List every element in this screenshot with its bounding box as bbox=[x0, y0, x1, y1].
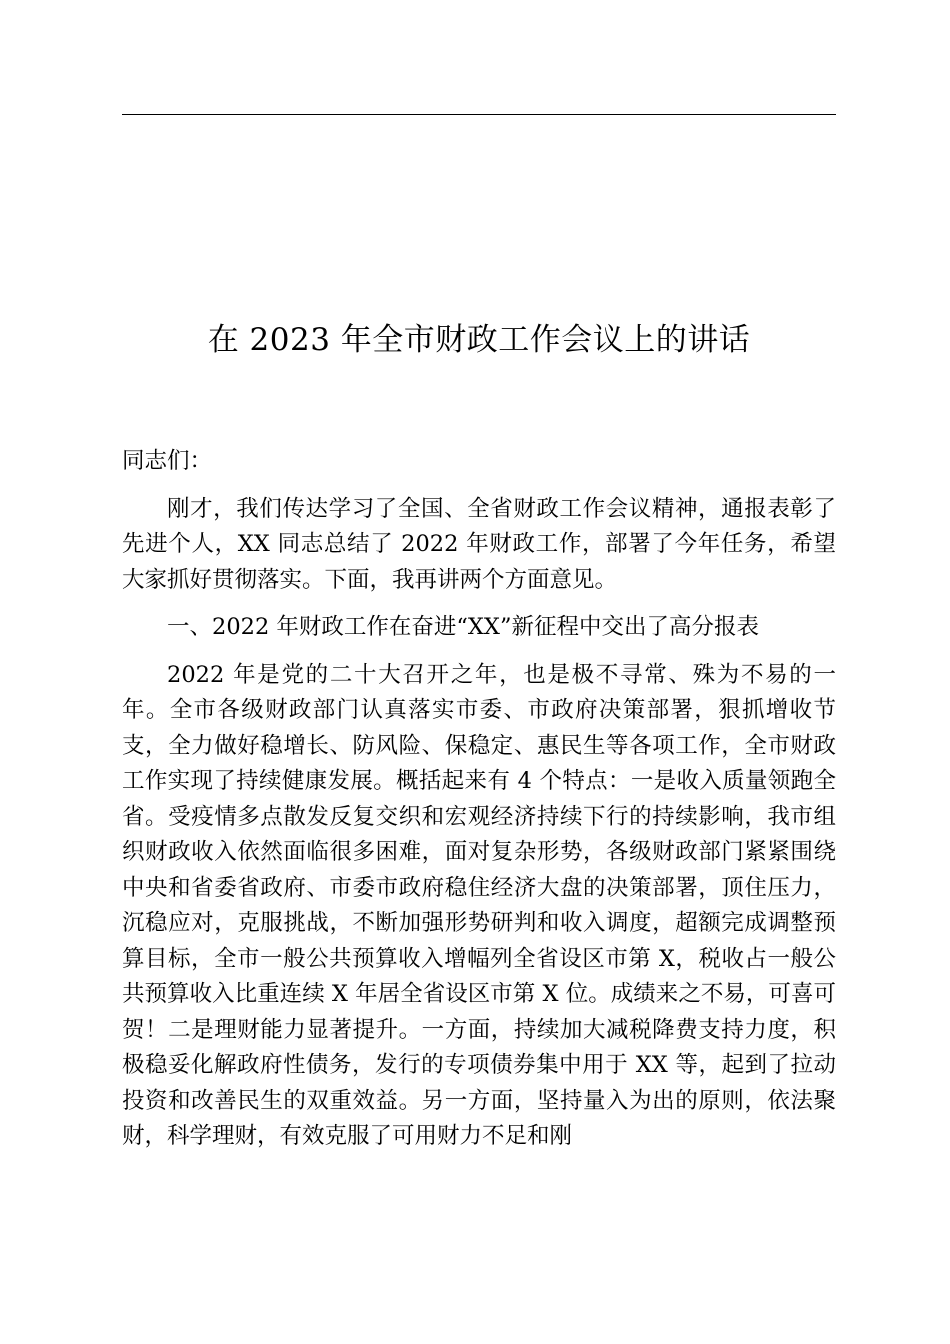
header-rule bbox=[122, 114, 836, 115]
document-title: 在 2023 年全市财政工作会议上的讲话 bbox=[207, 322, 751, 358]
document-body bbox=[122, 444, 836, 1155]
intro-paragraph: 刚才，我们传达学习了全国、全省财政工作会议精神，通报表彰了先进个人，XX 同志总结了 2022 年财政工作，部署了今年任务，希望大家抓好贯彻落实。下面，我再讲两个方面意见。 bbox=[122, 495, 836, 593]
salutation: 同志们： bbox=[122, 448, 213, 474]
section-paragraph: 2022 年是党的二十大召开之年，也是极不寻常、殊为不易的一年。全市各级财政部门认真落实市委、市政府决策部署，狠抓增收节支，全力做好稳增长、防风险、保稳定、惠民生等各项工作，全市财政工作实现了持续健康发展。概括起来有 4 个特点：一是收入质量领跑全省。受疫情多点散发反复交织和宏观经济持续下行的持续影响，我市组织财政收入依然面临很多困难，面对复杂形势，各级财政部门紧紧围绕中央和省委省政府、市委市政府稳住经济大盘的决策部署，顶住压力，沉稳应对，克服挑战，不断加强形势研判和收入调度，超额完成调整预算目标，全市一般公共预算收入增幅列全省设区市第 X，税收占一般公共预算收入比重连续 X 年居全省设区市第 X 位。成绩来之不易，可喜可贺！二是理财能力显著提升。一方面，持续加大减税降费支持力度，积极稳妥化解政府性债务，发行的专项债券集中用于 XX 等，起到了拉动投资和改善民生的双重效益。另一方面，坚持量入为出的原则，依法聚财，科学理财，有效克服了可用财力不足和刚 bbox=[122, 661, 836, 1149]
section-heading: 一、2022 年财政工作在奋进“XX”新征程中交出了高分报表 bbox=[167, 614, 759, 640]
